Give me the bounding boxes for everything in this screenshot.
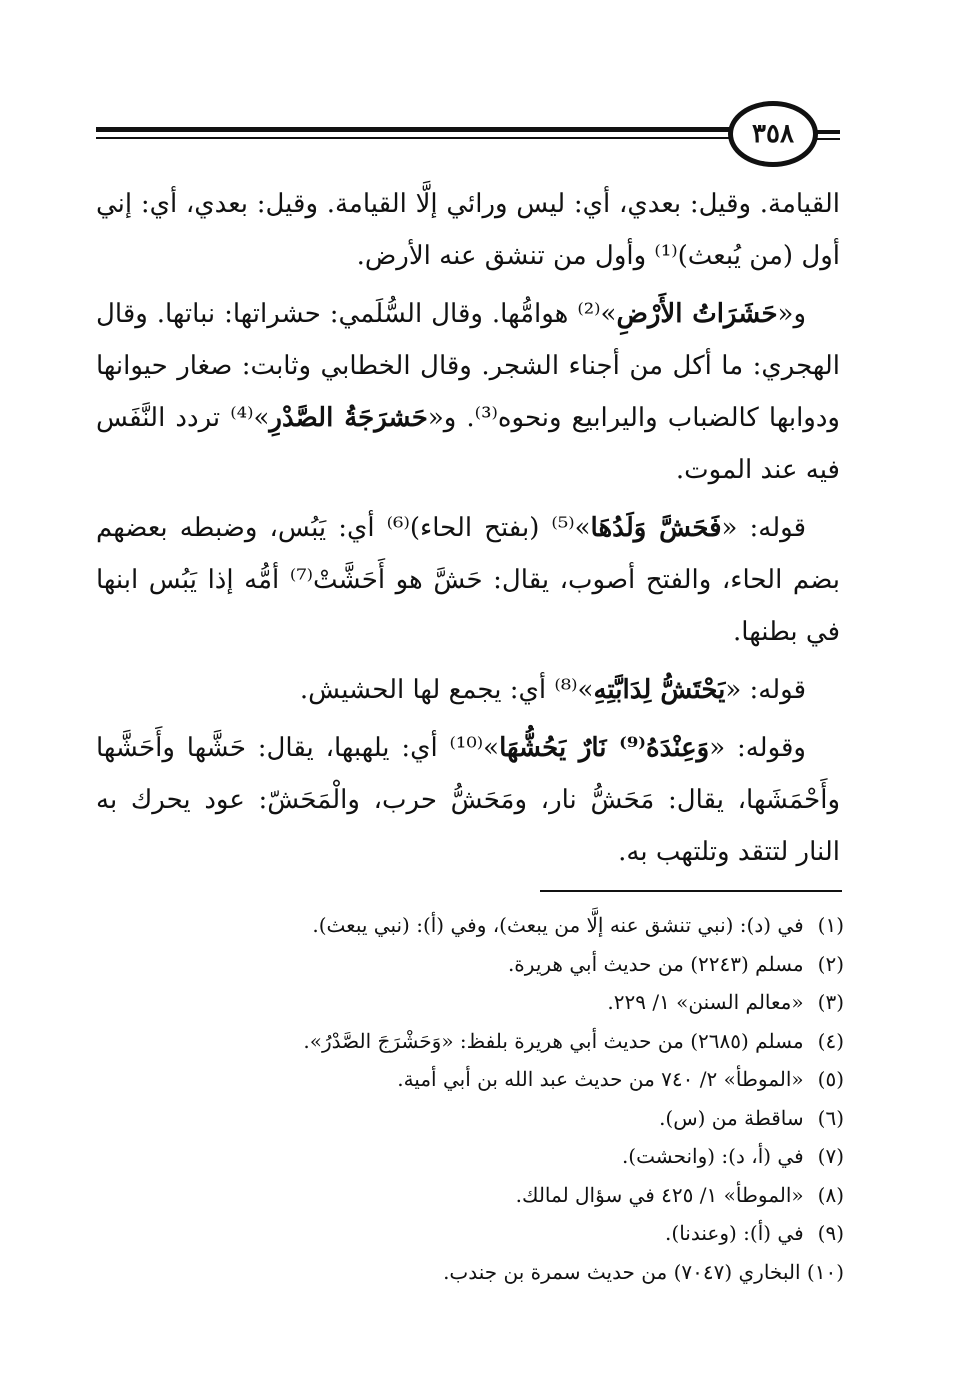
footnote-number: (٨) <box>817 1182 844 1207</box>
quoted-term-fahashsha: فَحَشَّ وَلَدُهَا <box>590 513 722 543</box>
paragraph-3 <box>96 502 840 658</box>
footnote-text: مسلم (٢٦٨٥) من حديث أبي هريرة بلفظ: «وَحَشْرَجَ الصَّدْرُ». <box>303 1028 804 1053</box>
footnote-text: ساقطة من (س). <box>659 1105 804 1130</box>
paragraph-1: القيامة. وقيل: بعدي، أي: ليس ورائي إلَّا القيامة. وقيل: بعدي، أي: إني أول (من يُبعث)⁽¹⁾ وأول من تنشق عنه الأرض. <box>96 189 840 271</box>
footnote-number: (٩) <box>817 1221 844 1245</box>
p2-middle: »⁽²⁾ هوامُّها. وقال السُّلَمي: حشراتها: نباتها. وقال الهجري: ما أكل من أجناء الشجر. وقال الخطابي وثابت: صغار حيوانها ودوابها كالضباب واليرابيع ونحوه⁽³⁾. و« <box>96 299 840 433</box>
p3-end: »⁽⁵⁾ (بفتح الحاء)⁽⁶⁾ أي: يَبُس، وضبطه بعضهم بضم الحاء، والفتح أصوب، يقال: حَشَّ هو أَحَشَّتْ⁽⁷⁾ أمُّه إذا يَبُس ابنها في بطنها. <box>96 513 840 647</box>
page-number: ٣٥٨ <box>752 119 794 149</box>
footnote-item <box>180 1214 844 1253</box>
p4-end: »⁽⁸⁾ أي: يجمع لها الحشيش. <box>299 675 594 705</box>
quoted-term-hasharat: حَشَرَاتُ الأَرْضِ <box>616 299 778 329</box>
footnote-item <box>180 1022 844 1061</box>
footnote-item <box>180 1099 844 1138</box>
header-rule-right <box>816 130 840 134</box>
footnote-number: (٢) <box>817 951 844 976</box>
header-rule-right-thin <box>816 138 840 140</box>
footnote-text: «الموطأ» ٢/ ٧٤٠ من حديث عبد الله بن أبي أمية. <box>397 1067 804 1091</box>
p2-end: »⁽⁴⁾ تردد النَّفَس فيه عند الموت. <box>96 403 840 485</box>
footnote-number: (١) <box>817 913 844 937</box>
footnote-text: في (أ): (وعندنا). <box>665 1221 804 1245</box>
p4-open: قوله: « <box>725 675 806 705</box>
footnote-text: «الموطأ» ١/ ٤٢٥ في سؤال لمالك. <box>515 1182 804 1207</box>
footnote-number: (٦) <box>817 1105 844 1130</box>
footnote-item <box>180 1137 844 1176</box>
footnote-text: البخاري (٧٠٤٧) من حديث سمرة بن جندب. <box>443 1259 801 1284</box>
footnote-text: في (د): (نبي تنشق عنه إلَّا من يبعث)، وفي (أ): (نبي يبعث). <box>312 913 804 937</box>
quoted-term-hashraja: حَشرَجَةُ الصَّدْرِ <box>269 403 428 433</box>
paragraph-4 <box>96 664 840 716</box>
page-header <box>0 0 954 190</box>
footnote-item <box>180 945 844 984</box>
paragraph-5 <box>96 722 840 878</box>
page-number-badge <box>728 101 818 167</box>
header-rule-thick <box>96 127 730 132</box>
p3-open: قوله: « <box>721 513 807 543</box>
footnotes <box>180 906 844 1291</box>
header-rule-thin <box>96 137 730 139</box>
quoted-term-yahtashsh: يَحْتَشُّ لِدَابَّتِهِ <box>593 675 726 705</box>
p5-open: وقوله: « <box>709 733 806 763</box>
footnote-text: في (أ، د): (وانحشت). <box>621 1144 804 1168</box>
footnote-number: (٥) <box>817 1067 844 1091</box>
footnote-text: مسلم (٢٢٤٣) من حديث أبي هريرة. <box>507 951 804 976</box>
footnote-item <box>180 983 844 1022</box>
footnote-number: (١٠) <box>806 1259 844 1284</box>
p2-open: و« <box>777 299 806 329</box>
footnote-number: (٤) <box>817 1028 844 1053</box>
footnote-number: (٣) <box>817 990 844 1014</box>
footnote-item <box>180 1060 844 1099</box>
quoted-term-yahushshuha: وَعِنْدَهُ⁽⁹⁾ نَارٌ يَحُشُّهَا <box>499 733 710 763</box>
p5-end: »⁽¹⁰⁾ أي: يلهبها، يقال: حَشَّها وأَحَشَّها وأَحْمَشَها، يقال: مَحَشُّ نار، ومَحَشُّ حرب، والْمَحَشّ: عود يحرك به النار لتتقد وتلتهب به. <box>96 733 840 867</box>
footnote-item <box>180 1176 844 1215</box>
main-text <box>96 178 840 884</box>
footnote-item <box>180 1253 844 1292</box>
footnote-item <box>180 906 844 945</box>
footnote-separator <box>540 890 842 892</box>
footnote-text: «معالم السنن» ١/ ٢٢٩. <box>607 990 804 1014</box>
footnote-number: (٧) <box>817 1144 844 1168</box>
paragraph-2 <box>96 288 840 496</box>
